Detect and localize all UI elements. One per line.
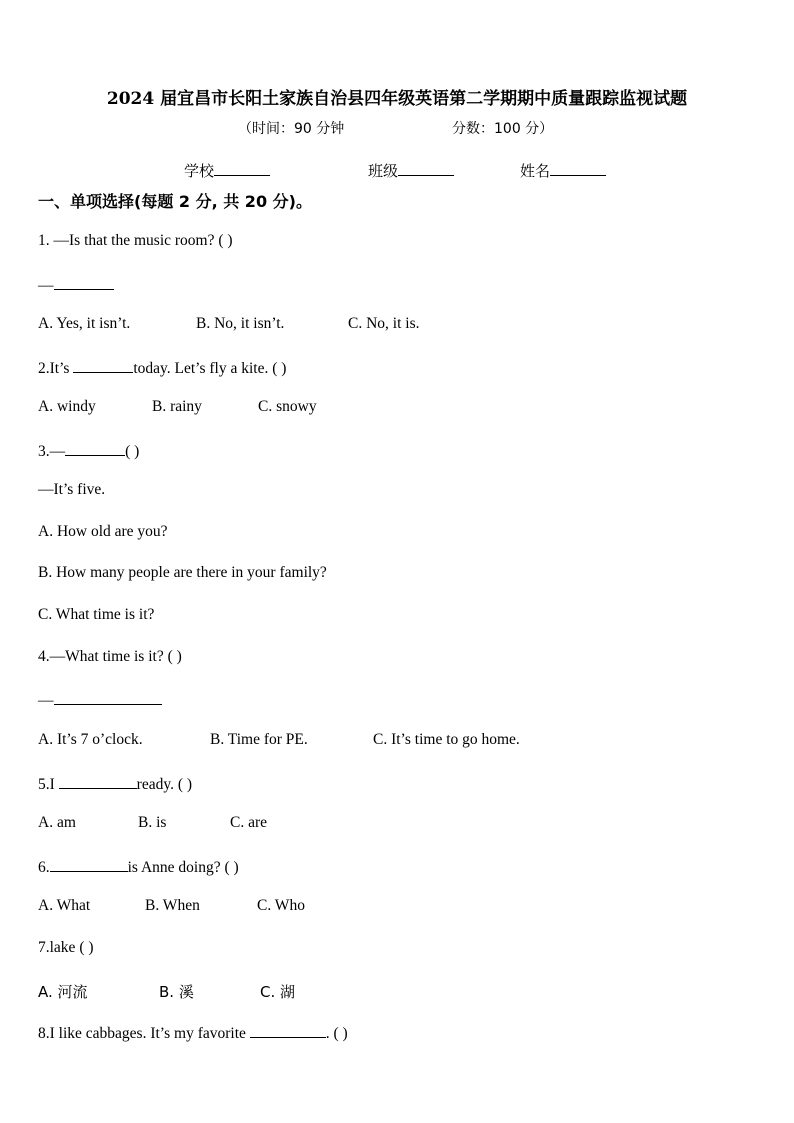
question-6-options xyxy=(38,897,305,915)
exam-time: （时间：90 分钟 xyxy=(238,121,345,137)
answer-dash: — xyxy=(38,692,54,709)
question-1-answer xyxy=(38,274,114,295)
school-blank[interactable] xyxy=(214,161,270,176)
school-field xyxy=(184,160,270,181)
question-3-answer: —It’s five. xyxy=(38,481,106,498)
question-5-blank[interactable] xyxy=(59,773,137,789)
option-a[interactable]: A. windy xyxy=(38,398,96,415)
question-5 xyxy=(38,773,192,794)
option-c[interactable]: C. 湖 xyxy=(260,983,296,1001)
question-5-options xyxy=(38,814,267,832)
question-6-before: 6. xyxy=(38,859,50,876)
question-8-blank[interactable] xyxy=(250,1022,326,1038)
option-b[interactable]: B. rainy xyxy=(152,398,202,415)
option-a[interactable]: A. Yes, it isn’t. xyxy=(38,315,131,332)
question-4-answer xyxy=(38,689,162,710)
question-5-before: 5.I xyxy=(38,776,59,793)
question-8 xyxy=(38,1022,348,1043)
question-2-options xyxy=(38,398,317,416)
option-b[interactable]: B. Time for PE. xyxy=(210,731,308,748)
question-1: 1. —Is that the music room? ( ) xyxy=(38,232,233,249)
option-b[interactable]: B. When xyxy=(145,897,200,914)
answer-blank[interactable] xyxy=(54,274,114,290)
exam-score: 分数：100 分） xyxy=(452,121,554,137)
option-c[interactable]: C. It’s time to go home. xyxy=(373,731,520,748)
question-8-before: 8.I like cabbages. It’s my favorite xyxy=(38,1025,250,1042)
question-2-before: 2.It’s xyxy=(38,360,74,377)
option-c[interactable]: C. Who xyxy=(257,897,305,914)
option-b[interactable]: B. 溪 xyxy=(159,983,194,1001)
question-1-options xyxy=(38,315,419,333)
name-field xyxy=(520,160,606,181)
question-4-options xyxy=(38,731,520,749)
name-blank[interactable] xyxy=(550,161,606,176)
class-label: 班级 xyxy=(368,162,399,180)
question-5-after: ready. ( ) xyxy=(136,776,193,793)
answer-blank[interactable] xyxy=(54,689,162,705)
question-6 xyxy=(38,856,239,877)
question-3-before: 3.— xyxy=(38,443,66,460)
option-b[interactable]: B. No, it isn’t. xyxy=(196,315,285,332)
question-3-option-a[interactable]: A. How old are you? xyxy=(38,523,168,540)
option-c[interactable]: C. No, it is. xyxy=(348,315,420,332)
option-a[interactable]: A. It’s 7 o’clock. xyxy=(38,731,143,748)
name-label: 姓名 xyxy=(520,162,551,180)
school-label: 学校 xyxy=(184,162,215,180)
question-3-after: ( ) xyxy=(125,443,140,460)
class-blank[interactable] xyxy=(398,161,454,176)
option-c[interactable]: C. are xyxy=(230,814,268,831)
question-7: 7.lake ( ) xyxy=(38,939,94,956)
question-8-after: . ( ) xyxy=(325,1025,348,1042)
question-6-blank[interactable] xyxy=(50,856,128,872)
question-3-option-b[interactable]: B. How many people are there in your family? xyxy=(38,564,327,581)
option-b[interactable]: B. is xyxy=(138,814,167,831)
option-c[interactable]: C. snowy xyxy=(258,398,317,415)
answer-dash: — xyxy=(38,277,54,294)
question-6-after: is Anne doing? ( ) xyxy=(127,859,239,876)
question-2-blank[interactable] xyxy=(73,357,133,373)
option-a[interactable]: A. 河流 xyxy=(38,983,88,1001)
class-field xyxy=(368,160,454,181)
option-a[interactable]: A. What xyxy=(38,897,91,914)
question-7-options xyxy=(38,981,295,1002)
question-4: 4.—What time is it? ( ) xyxy=(38,648,182,665)
section-title: 一、单项选择(每题 2 分, 共 20 分)。 xyxy=(38,192,312,211)
question-2 xyxy=(38,357,286,378)
question-3-option-c[interactable]: C. What time is it? xyxy=(38,606,155,623)
question-3-blank[interactable] xyxy=(65,440,125,456)
page-title: 2024 届宜昌市长阳土家族自治县四年级英语第二学期期中质量跟踪监视试题 xyxy=(106,89,688,109)
option-a[interactable]: A. am xyxy=(38,814,76,831)
question-2-after: today. Let’s fly a kite. ( ) xyxy=(133,360,287,377)
question-3 xyxy=(38,440,139,461)
